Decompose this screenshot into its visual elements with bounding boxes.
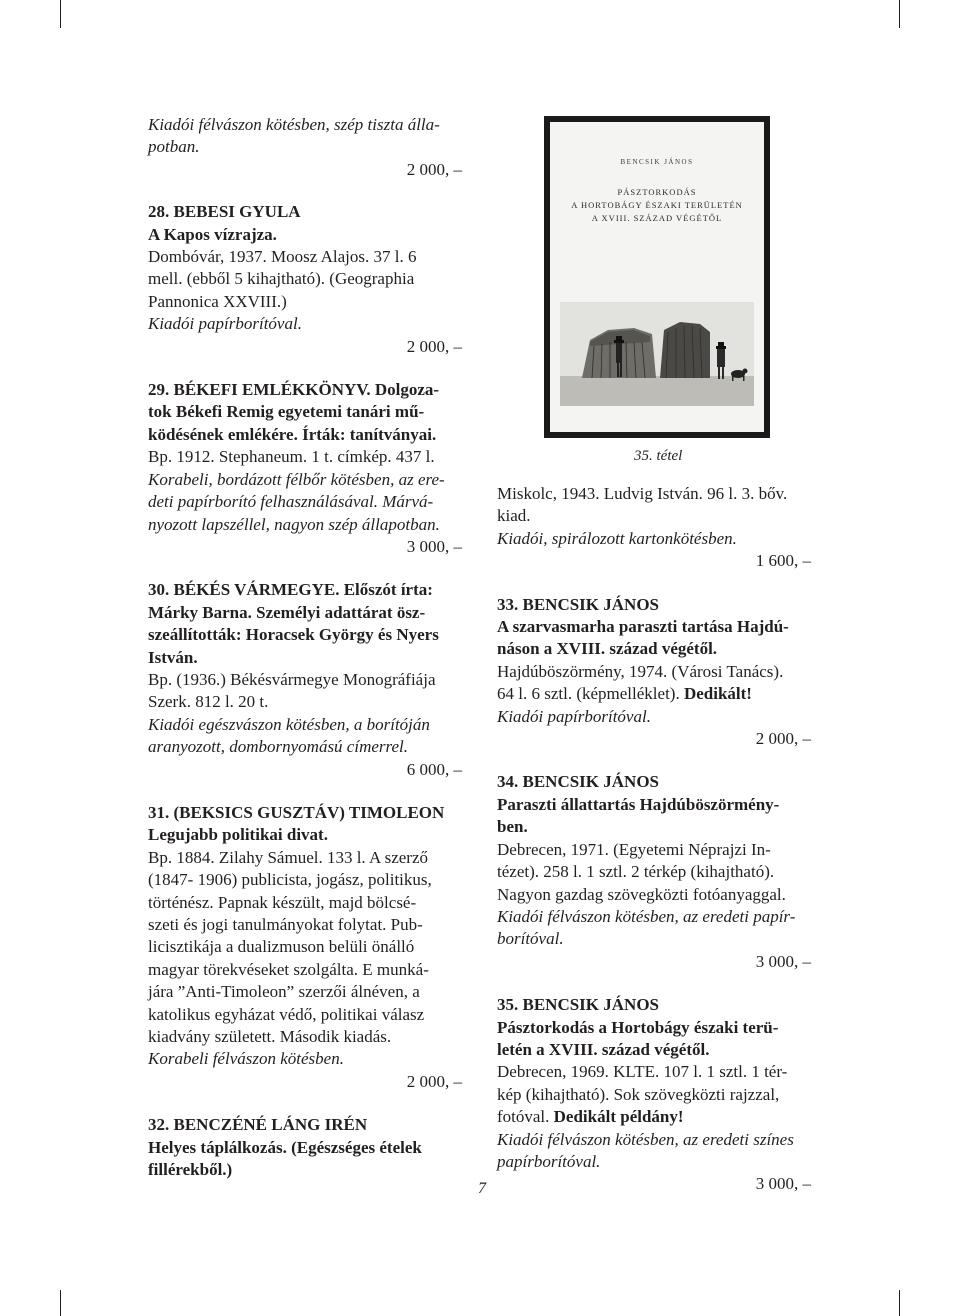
- entry-title: szeállították: Horacsek György és Nyers: [148, 625, 439, 645]
- entry-details: Bp. 1884. Zilahy Sámuel. 133 l. A szerző: [148, 847, 428, 867]
- binding-line: Kiadói félvászon kötésben, az eredeti papír-: [497, 906, 796, 926]
- entry-heading: 29. BÉKEFI EMLÉKKÖNYV.: [148, 380, 371, 400]
- price: 2 000, –: [406, 336, 462, 356]
- entry-title: ben.: [497, 817, 528, 837]
- price: 2 000, –: [406, 1071, 462, 1091]
- entry-title: Márky Barna. Személyi adattárat ösz-: [148, 602, 426, 622]
- binding-line: Korabeli félvászon kötésben.: [148, 1049, 344, 1069]
- cover-title-line: A HORTOBÁGY ÉSZAKI TERÜLETÉN: [571, 200, 743, 210]
- binding-line: potban.: [148, 137, 200, 157]
- entry-details: Szerk. 812 l. 20 t.: [148, 692, 269, 712]
- cover-illustration: [560, 302, 754, 406]
- entry-heading: 33. BENCSIK JÁNOS: [497, 594, 660, 614]
- entry-heading: 31. (BEKSICS GUSZTÁV) TIMOLEON: [148, 802, 445, 822]
- entry-details: Miskolc, 1943. Ludvig István. 96 l. 3. bőv.: [497, 484, 788, 503]
- entry-details: szeti és jogi tanulmányokat folytat. Pub-: [148, 915, 423, 934]
- entry-details: licisztikája a dualizmuson belüli önálló: [148, 937, 415, 957]
- binding-line: aranyozott, dombornyomású címerrel.: [148, 737, 409, 757]
- binding-line: Kiadói félvászon kötésben, szép tiszta álla-: [148, 115, 440, 134]
- entry-34: [497, 771, 817, 973]
- binding-line: Kiadói, spirálozott kartonkötésben.: [497, 528, 737, 548]
- entry-title: fillérekből.): [148, 1160, 233, 1180]
- entry-heading: 32. BENCZÉNÉ LÁNG IRÉN: [148, 1115, 368, 1135]
- entry-title: Előszót írta:: [343, 580, 433, 600]
- entry-details: jára ”Anti-Timoleon” szerzői álnéven, a: [148, 982, 420, 1002]
- crop-mark-bottom-right: [899, 1290, 900, 1316]
- entry-title: náson a XVIII. század végétől.: [497, 639, 718, 659]
- entry-35: [497, 994, 817, 1196]
- price: 3 000, –: [755, 951, 811, 971]
- price: 3 000, –: [755, 1174, 811, 1194]
- entry-continued: [497, 483, 817, 573]
- entry-details: Dombóvár, 1937. Moosz Alajos. 37 l. 6: [148, 247, 417, 267]
- entry-details: (1847- 1906) publicista, jogász, politikus,: [148, 870, 432, 890]
- entry-title: A szarvasmarha paraszti tartása Hajdú-: [497, 617, 789, 637]
- signed-note: Dedikált!: [683, 684, 752, 704]
- entry-title: Paraszti állattartás Hajdúböszörmény-: [497, 794, 780, 814]
- entry-title: tok Békefi Remig egyetemi tanári mű-: [148, 402, 425, 422]
- cover-title-line: A XVIII. SZÁZAD VÉGÉTŐL: [591, 213, 723, 223]
- entry-details: fotóval.: [497, 1107, 550, 1127]
- left-column: [148, 114, 468, 1202]
- entry-heading: 34. BENCSIK JÁNOS: [497, 772, 660, 792]
- entry-details: 64 l. 6 sztl. (képmelléklet).: [497, 684, 680, 704]
- book-cover-photo: [544, 116, 770, 438]
- cover-title-line: PÁSZTORKODÁS: [617, 187, 697, 197]
- entry-title: letén a XVIII. század végétől.: [497, 1039, 710, 1059]
- price: 3 000, –: [406, 536, 462, 556]
- price: 6 000, –: [406, 759, 462, 779]
- entry-details: Hajdúböszörmény, 1974. (Városi Tanács).: [497, 661, 784, 681]
- page-number: 7: [478, 1180, 486, 1197]
- entry-title: A Kapos vízrajza.: [148, 224, 277, 244]
- entry-title: Legujabb politikai divat.: [148, 825, 328, 845]
- entry-32: [148, 1114, 468, 1181]
- entry-details: Debrecen, 1971. (Egyetemi Néprajzi In-: [497, 839, 771, 859]
- entry-31: [148, 802, 468, 1093]
- entry-details: kiadvány született. Második kiadás.: [148, 1027, 392, 1047]
- entry-title: Dolgoza-: [374, 380, 440, 400]
- entry-details: tézet). 258 l. 1 sztl. 2 térkép (kihajtható).: [497, 862, 775, 882]
- signed-note: Dedikált példány!: [553, 1107, 684, 1127]
- entry-29: [148, 379, 468, 558]
- entry-details: mell. (ebből 5 kihajtható). (Geographia: [148, 269, 415, 289]
- entry-title: István.: [148, 647, 198, 667]
- price: 2 000, –: [406, 159, 462, 179]
- entry-details: Debrecen, 1969. KLTE. 107 l. 1 sztl. 1 tér-: [497, 1062, 788, 1082]
- entry-details: kiad.: [497, 506, 531, 526]
- entry-details: kép (kihajtható). Sok szövegközti rajzzal,: [497, 1084, 780, 1104]
- cover-author: BENCSIK JÁNOS: [620, 158, 694, 166]
- entry-heading: 28. BEBESI GYULA: [148, 202, 301, 222]
- entry-28: [148, 201, 468, 358]
- entry-continued: [148, 114, 468, 181]
- entry-heading: 30. BÉKÉS VÁRMEGYE.: [148, 580, 340, 600]
- binding-line: Kiadói egészvászon kötésben, a borítóján: [148, 714, 430, 734]
- binding-line: deti papírborító felhasználásával. Márvá-: [148, 492, 434, 512]
- crop-mark-top-left: [60, 0, 61, 28]
- entry-details: katolikus egyházat védő, politikai válasz: [148, 1004, 425, 1024]
- entry-title: Pásztorkodás a Hortobágy északi terü-: [497, 1017, 779, 1037]
- entry-details: történész. Papnak készült, majd bölcsé-: [148, 892, 417, 912]
- entry-heading: 35. BENCSIK JÁNOS: [497, 995, 660, 1015]
- binding-line: Kiadói félvászon kötésben, az eredeti színes: [497, 1129, 794, 1149]
- crop-mark-top-right: [899, 0, 900, 28]
- entry-details: magyar törekvéseket szolgálta. E munká-: [148, 959, 429, 979]
- entry-details: Nagyon gazdag szövegközti fotóanyaggal.: [497, 884, 786, 904]
- binding-line: Korabeli, bordázott félbőr kötésben, az ere-: [148, 469, 445, 489]
- price: 2 000, –: [755, 729, 811, 749]
- entry-details: Bp. 1912. Stephaneum. 1 t. címkép. 437 l.: [148, 447, 435, 467]
- binding-line: Kiadói papírborítóval.: [497, 706, 651, 726]
- binding-line: Kiadói papírborítóval.: [148, 314, 302, 334]
- right-column: [497, 483, 817, 1217]
- figure-caption: 35. tétel: [634, 448, 683, 464]
- price: 1 600, –: [755, 551, 811, 571]
- book-cover: [550, 122, 764, 432]
- entry-details: Pannonica XXVIII.): [148, 291, 287, 311]
- entry-title: Helyes táplálkozás. (Egészséges ételek: [148, 1137, 422, 1157]
- cover-title: [550, 186, 764, 225]
- binding-line: papírborítóval.: [497, 1151, 601, 1171]
- entry-title: ködésének emlékére. Írták: tanítványai.: [148, 424, 437, 444]
- binding-line: borítóval.: [497, 929, 564, 949]
- entry-30: [148, 579, 468, 781]
- crop-mark-bottom-left: [60, 1290, 61, 1316]
- entry-33: [497, 594, 817, 751]
- binding-line: nyozott lapszéllel, nagyon szép állapotban.: [148, 514, 440, 534]
- entry-details: Bp. (1936.) Békésvármegye Monográfiája: [148, 669, 436, 689]
